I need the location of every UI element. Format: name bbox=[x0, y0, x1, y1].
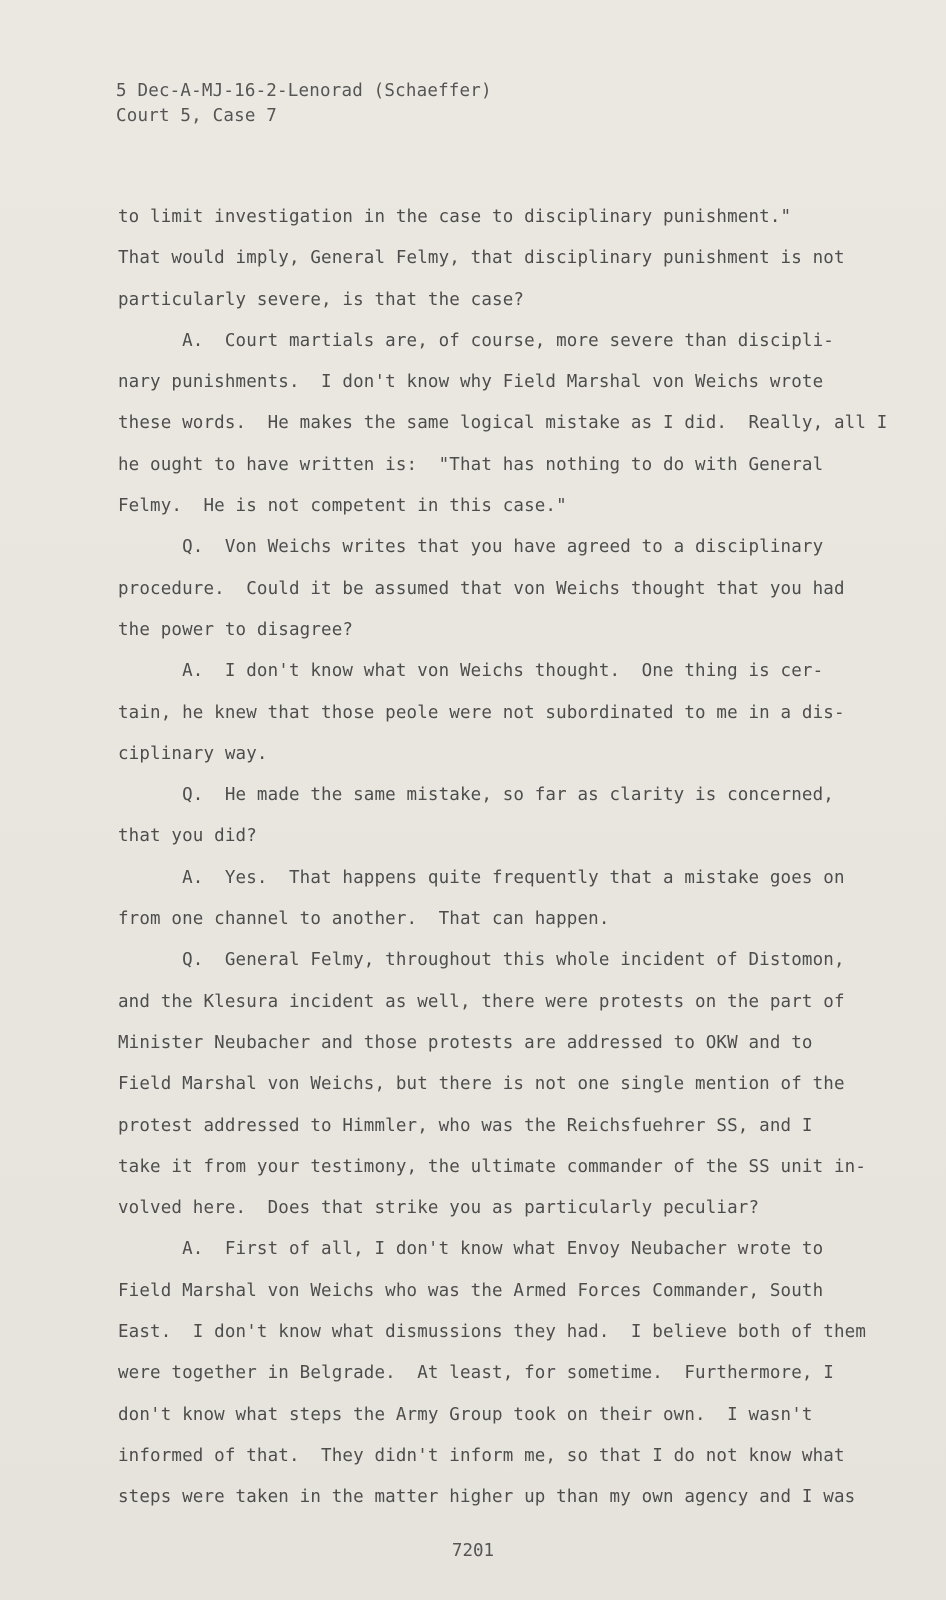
transcript-line: steps were taken in the matter higher up than my own agency and I was bbox=[118, 1487, 856, 1508]
transcript-line: protest addressed to Himmler, who was the Reichsfuehrer SS, and I bbox=[118, 1115, 813, 1136]
transcript-line: the power to disagree? bbox=[118, 619, 354, 640]
transcript-line: particularly severe, is that the case? bbox=[118, 289, 525, 310]
transcript-line: take it from your testimony, the ultimate commander of the SS unit in- bbox=[118, 1156, 867, 1177]
transcript-line: that you did? bbox=[118, 826, 257, 847]
document-header bbox=[116, 79, 492, 129]
transcript-line: Q. Von Weichs writes that you have agreed to a disciplinary bbox=[118, 537, 824, 558]
header-court-case: Court 5, Case 7 bbox=[116, 106, 278, 126]
transcript-line: A. Yes. That happens quite frequently that a mistake goes on bbox=[118, 867, 845, 888]
transcript-line: Q. General Felmy, throughout this whole incident of Distomon, bbox=[118, 950, 845, 971]
transcript-line: he ought to have written is: "That has nothing to do with General bbox=[118, 454, 824, 475]
transcript-line: Minister Neubacher and those protests are addressed to OKW and to bbox=[118, 1032, 813, 1053]
transcript-line: from one channel to another. That can happen. bbox=[118, 909, 610, 930]
transcript-line: volved here. Does that strike you as particularly peculiar? bbox=[118, 1198, 760, 1219]
transcript-body bbox=[118, 197, 888, 1519]
transcript-line: don't know what steps the Army Group took on their own. I wasn't bbox=[118, 1404, 813, 1425]
header-case-reference: 5 Dec-A-MJ-16-2-Lenorad (Schaeffer) bbox=[116, 81, 492, 101]
transcript-line: ciplinary way. bbox=[118, 743, 268, 764]
transcript-line: tain, he knew that those peole were not subordinated to me in a dis- bbox=[118, 702, 845, 723]
transcript-line: to limit investigation in the case to disciplinary punishment." bbox=[118, 207, 792, 227]
page-number: 7201 bbox=[451, 1541, 495, 1561]
transcript-line: Field Marshal von Weichs who was the Armed Forces Commander, South bbox=[118, 1280, 824, 1301]
transcript-line: Field Marshal von Weichs, but there is not one single mention of the bbox=[118, 1074, 845, 1095]
transcript-line: That would imply, General Felmy, that disciplinary punishment is not bbox=[118, 248, 845, 269]
transcript-line: these words. He makes the same logical mistake as I did. Really, all I bbox=[118, 413, 888, 434]
transcript-line: A. First of all, I don't know what Envoy Neubacher wrote to bbox=[118, 1239, 824, 1260]
transcript-line: were together in Belgrade. At least, for sometime. Furthermore, I bbox=[118, 1363, 834, 1384]
transcript-line: and the Klesura incident as well, there were protests on the part of bbox=[118, 991, 845, 1012]
transcript-line: nary punishments. I don't know why Field Marshal von Weichs wrote bbox=[118, 372, 824, 393]
transcript-line: procedure. Could it be assumed that von Weichs thought that you had bbox=[118, 578, 845, 599]
transcript-line: informed of that. They didn't inform me, so that I do not know what bbox=[118, 1445, 845, 1466]
transcript-line: Q. He made the same mistake, so far as clarity is concerned, bbox=[118, 785, 834, 806]
transcript-line: A. I don't know what von Weichs thought. One thing is cer- bbox=[118, 661, 824, 682]
transcript-line: Felmy. He is not competent in this case." bbox=[118, 496, 567, 517]
transcript-line: East. I don't know what dismussions they had. I believe both of them bbox=[118, 1322, 867, 1343]
transcript-line: A. Court martials are, of course, more severe than discipli- bbox=[118, 330, 834, 351]
